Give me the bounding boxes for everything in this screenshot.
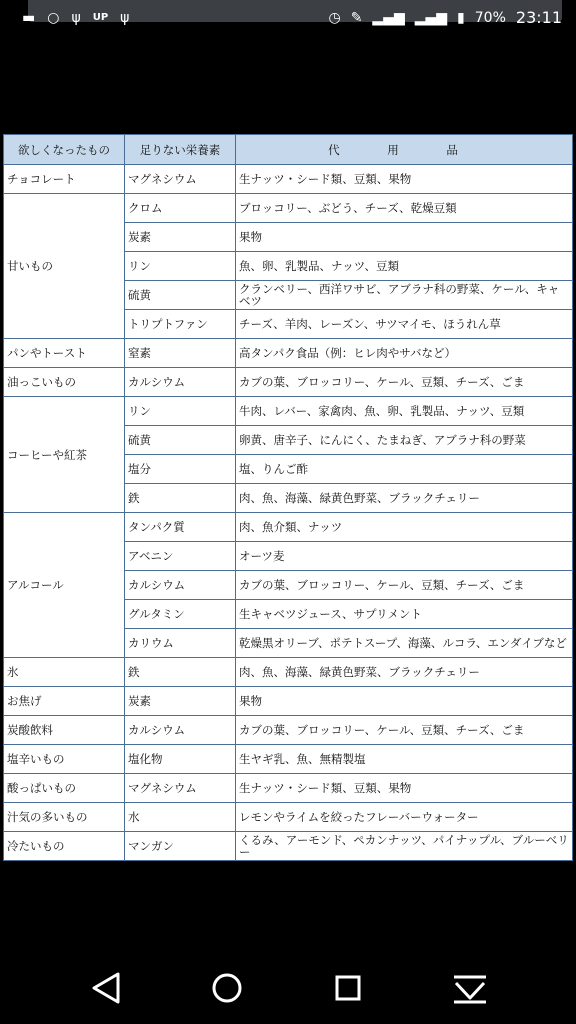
back-icon[interactable] [86,968,126,1008]
clock: 23:11 [515,8,562,27]
craving-cell: 塩辛いもの [4,745,125,774]
up-label: UP [92,12,109,23]
battery-percent: 70% [474,10,506,26]
nutrient-cell: グルタミン [125,600,236,629]
circle-icon: ○ [47,10,60,26]
header-substitute: 代 用 品 [236,135,573,165]
table-row [4,513,573,542]
battery-icon: ▮ [457,10,465,26]
craving-cell: 油っこいもの [4,368,125,397]
nutrient-cell: カリウム [125,629,236,658]
substitute-cell: 生ヤギ乳、魚、無精製塩 [236,745,573,774]
craving-cell: 冷たいもの [4,832,125,861]
header-craving: 欲しくなったもの [4,135,125,165]
nutrient-cell: 硫黄 [125,281,236,310]
table-body [4,165,573,861]
navigation-bar [0,950,576,1024]
recents-icon[interactable] [328,968,368,1008]
nutrient-cell: アベニン [125,542,236,571]
craving-cell: 氷 [4,658,125,687]
nutrient-cell: カルシウム [125,716,236,745]
substitute-cell: オーツ麦 [236,542,573,571]
nutrient-cell: マグネシウム [125,774,236,803]
substitute-cell: 乾燥黒オリーブ、ポテトスープ、海藻、ルコラ、エンダイブなど [236,629,573,658]
craving-cell: パンやトースト [4,339,125,368]
craving-cell: 炭酸飲料 [4,716,125,745]
table-header-row [4,135,573,165]
craving-cell: お焦げ [4,687,125,716]
substitute-cell: 肉、魚、海藻、緑黄色野菜、ブラックチェリー [236,484,573,513]
status-bar-left [22,10,129,26]
table-row [4,658,573,687]
nutrient-cell: 炭素 [125,223,236,252]
nutrient-cell: カルシウム [125,368,236,397]
status-bar [0,0,576,36]
nutrient-cell: 窒素 [125,339,236,368]
table-row [4,397,573,426]
nutrient-cell: 水 [125,803,236,832]
craving-cell: アルコール [4,513,125,658]
craving-cell: 酸っぱいもの [4,774,125,803]
substitute-cell: カブの葉、ブロッコリー、ケール、豆類、チーズ、ごま [236,571,573,600]
nutrient-cell: 硫黄 [125,426,236,455]
substitute-cell: 果物 [236,223,573,252]
nutrient-cell: タンパク質 [125,513,236,542]
table-row [4,745,573,774]
nutrient-cell: 塩化物 [125,745,236,774]
vibrate-icon: ✎ [350,10,363,26]
craving-cell: 甘いもの [4,194,125,339]
nutrient-cell: リン [125,252,236,281]
substitute-cell: カブの葉、ブロッコリー、ケール、豆類、チーズ、ごま [236,716,573,745]
table-row [4,803,573,832]
nutrient-cell: リン [125,397,236,426]
signal-icon-2: ▂▄▆ [414,10,448,26]
message-icon: ▬ [22,10,36,26]
substitute-cell: ブロッコリー、ぶどう、チーズ、乾燥豆類 [236,194,573,223]
usb-icon: ψ [120,10,130,26]
substitute-cell: 生ナッツ・シード類、豆類、果物 [236,165,573,194]
substitute-cell: カブの葉、ブロッコリー、ケール、豆類、チーズ、ごま [236,368,573,397]
substitute-cell: 肉、魚、海藻、緑黄色野菜、ブラックチェリー [236,658,573,687]
table-row [4,165,573,194]
table-row [4,716,573,745]
table-row [4,687,573,716]
nutrient-table [3,134,573,861]
nutrient-cell: マンガン [125,832,236,861]
nutrient-cell: 鉄 [125,484,236,513]
nutrient-table-container [3,134,572,861]
substitute-cell: 牛肉、レバー、家禽肉、魚、卵、乳製品、ナッツ、豆類 [236,397,573,426]
substitute-cell: クランベリー、西洋ワサビ、アブラナ科の野菜、ケール、キャベツ [236,281,573,310]
substitute-cell: レモンやライムを絞ったフレーバーウォーター [236,803,573,832]
nutrient-cell: トリプトファン [125,310,236,339]
substitute-cell: 魚、卵、乳製品、ナッツ、豆類 [236,252,573,281]
download-icon[interactable] [450,968,490,1008]
nutrient-cell: カルシウム [125,571,236,600]
craving-cell: チョコレート [4,165,125,194]
nutrient-cell: クロム [125,194,236,223]
nutrient-cell: 炭素 [125,687,236,716]
substitute-cell: 肉、魚介類、ナッツ [236,513,573,542]
nutrient-cell: 塩分 [125,455,236,484]
table-row [4,339,573,368]
substitute-cell: 卵黄、唐辛子、にんにく、たまねぎ、アブラナ科の野菜 [236,426,573,455]
home-icon[interactable] [207,968,247,1008]
table-row [4,832,573,861]
alarm-icon: ◷ [328,10,341,26]
craving-cell: コーヒーや紅茶 [4,397,125,513]
nutrient-cell: マグネシウム [125,165,236,194]
craving-cell: 汁気の多いもの [4,803,125,832]
nutrient-cell: 鉄 [125,658,236,687]
substitute-cell: 生キャベツジュース、サプリメント [236,600,573,629]
substitute-cell: くるみ、アーモンド、ペカンナッツ、パイナップル、ブルーベリー [236,832,573,861]
substitute-cell: 生ナッツ・シード類、豆類、果物 [236,774,573,803]
table-row [4,774,573,803]
substitute-cell: チーズ、羊肉、レーズン、サツマイモ、ほうれん草 [236,310,573,339]
status-bar-right [328,10,562,26]
substitute-cell: 果物 [236,687,573,716]
substitute-cell: 塩、りんご酢 [236,455,573,484]
table-row [4,368,573,397]
table-row [4,194,573,223]
substitute-cell: 高タンパク食品（例：ヒレ肉やサバなど） [236,339,573,368]
usb-icon: ψ [71,10,81,26]
header-nutrient: 足りない栄養素 [125,135,236,165]
signal-icon: ▂▄▆ [372,10,405,26]
